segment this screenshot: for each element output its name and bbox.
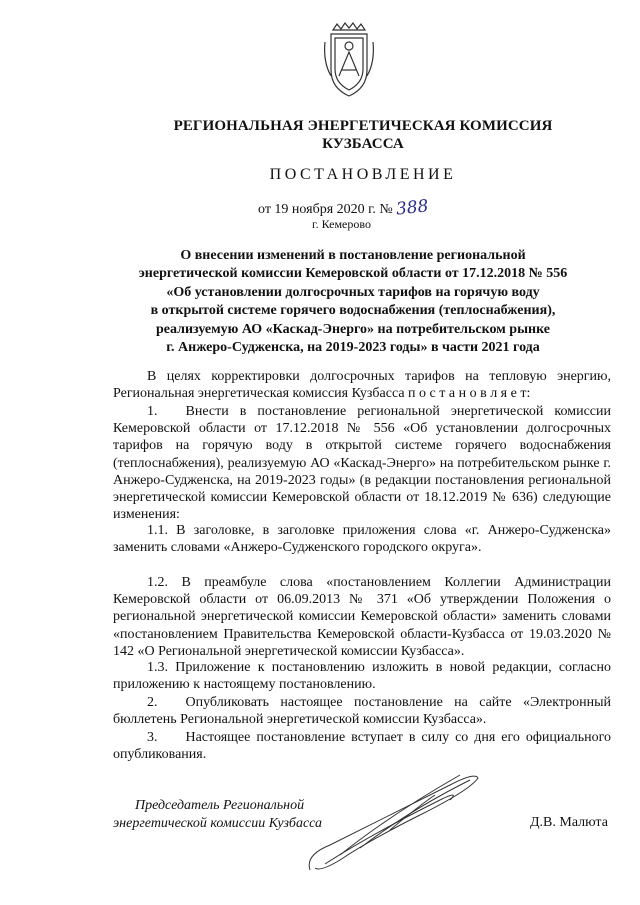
signatory-position-line: энергетической комиссии Кузбасса xyxy=(113,816,323,831)
signatory-position xyxy=(113,797,322,833)
title-line: г. Анжеро-Судженска, на 2019-2023 годы» в части 2021 года xyxy=(166,340,540,356)
title-line: в открытой системе горячего водоснабжения (теплоснабжения), xyxy=(150,303,556,319)
handwritten-signature xyxy=(300,760,490,880)
title-line: энергетической комиссии Кемеровской области от 17.12.2018 № 556 xyxy=(138,266,568,282)
clause-1-3: 1.3. Приложение к постановлению изложить в новой редакции, согласно приложению к настоящему постановлению. xyxy=(113,660,611,693)
clause-1-2: 1.2. В преамбуле слова «постановлением Коллегии Администрации Кемеровской области от 06.09.2013 № 371 «Об утверждении Положения о региональной энергетической комиссии Кемеровской области» заменить словами «постановлением Правительства Кемеровской области-Кузбасса от 19.03.2020 № 142 «О Региональной энергетической комиссии Кузбасса». xyxy=(113,575,611,659)
preamble-paragraph: В целях корректировки долгосрочных тарифов на тепловую энергию, Региональная энергетическая комиссия Кузбасса п о с т а н о в л я е т: xyxy=(113,369,611,402)
clause-3: 3. Настоящее постановление вступает в силу со дня его официального опубликования. xyxy=(113,730,611,763)
title-line: О внесении изменений в постановление региональной xyxy=(180,248,526,263)
title-line: «Об установлении долгосрочных тарифов на горячую воду xyxy=(166,284,540,300)
title-line: реализуемую АО «Каскад-Энерго» на потребительском рынке xyxy=(155,321,551,337)
clause-1-1: 1.1. В заголовке, в заголовке приложения слова «г. Анжеро-Судженска» заменить словами «Анжеро-Судженского городского округа». xyxy=(113,523,611,556)
document-type: ПОСТАНОВЛЕНИЕ xyxy=(269,166,457,183)
organization-name: РЕГИОНАЛЬНАЯ ЭНЕРГЕТИЧЕСКАЯ КОМИССИЯ xyxy=(173,118,553,134)
document-date: от 19 ноября 2020 г. № xyxy=(258,202,397,217)
clause-2: 2. Опубликовать настоящее постановление на сайте «Электронный бюллетень Региональной энергетической комиссии Кузбасса». xyxy=(113,695,611,728)
document-date-number xyxy=(258,198,429,218)
organization-name-region: КУЗБАССА xyxy=(322,136,404,152)
kuzbass-coat-of-arms-icon xyxy=(321,22,377,100)
document-number: 388 xyxy=(395,196,430,220)
document-city: г. Кемерово xyxy=(312,217,371,231)
signatory-position-line: Председатель Региональной xyxy=(135,798,305,813)
signatory-name: Д.В. Малюта xyxy=(530,815,608,830)
clause-1: 1. Внести в постановление региональной энергетической комиссии Кемеровской области от 17.12.2018 № 556 «Об установлении долгосрочных тарифов на горячую воду в открытой системе горячего водоснабжения (теплоснабжения), реализуемую АО «Каскад-Энерго» на потребительском рынке г. Анжеро-Судженска, на 2019-2023 годы» (в редакции постановления региональной энергетической комиссии Кемеровской области от 18.12.2019 № 636) следующие изменения: xyxy=(113,404,611,523)
document-title xyxy=(110,247,596,357)
